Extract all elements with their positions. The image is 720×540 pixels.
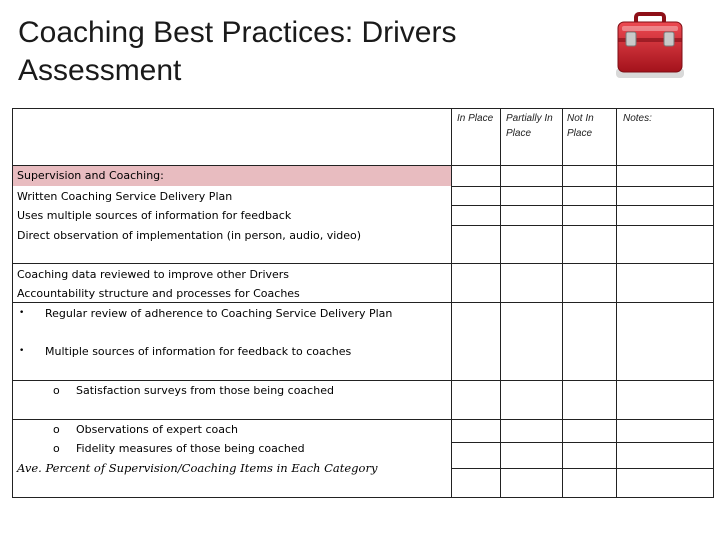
drivers-assessment-table xyxy=(12,108,714,498)
sub-bullet-icon: o xyxy=(53,423,60,436)
bullet-icon: • xyxy=(19,308,25,318)
list-item: • Multiple sources of information for feedback to coaches xyxy=(13,342,451,362)
slide-title: Coaching Best Practices: Drivers Assessment xyxy=(18,16,457,87)
toolbox-icon xyxy=(612,12,688,82)
list-item: Coaching data reviewed to improve other Drivers xyxy=(17,268,290,281)
section-supervision-coaching: Supervision and Coaching: xyxy=(13,166,451,186)
list-item: o Fidelity measures of those being coached xyxy=(13,439,451,459)
list-item: Accountability structure and processes for Coaches xyxy=(17,287,300,300)
list-item: Direct observation of implementation (in person, audio, video) xyxy=(17,229,362,242)
sub-bullet-icon: o xyxy=(53,384,60,397)
header-notes: Notes: xyxy=(623,113,652,124)
header-partially-in-place: Partially In Place xyxy=(506,113,553,139)
header-in-place: In Place xyxy=(457,113,494,124)
list-item: Written Coaching Service Delivery Plan xyxy=(17,190,233,203)
bullet-icon: • xyxy=(19,346,25,356)
list-item: o Observations of expert coach xyxy=(13,420,451,440)
list-item: o Satisfaction surveys from those being coached xyxy=(13,381,451,401)
average-percent-label: Ave. Percent of Supervision/Coaching Items in Each Category xyxy=(17,461,378,475)
list-item: Uses multiple sources of information for feedback xyxy=(17,209,292,222)
sub-bullet-icon: o xyxy=(53,442,60,455)
header-not-in-place: Not In Place xyxy=(567,113,594,139)
list-item: • Regular review of adherence to Coaching Service Delivery Plan xyxy=(13,304,451,324)
